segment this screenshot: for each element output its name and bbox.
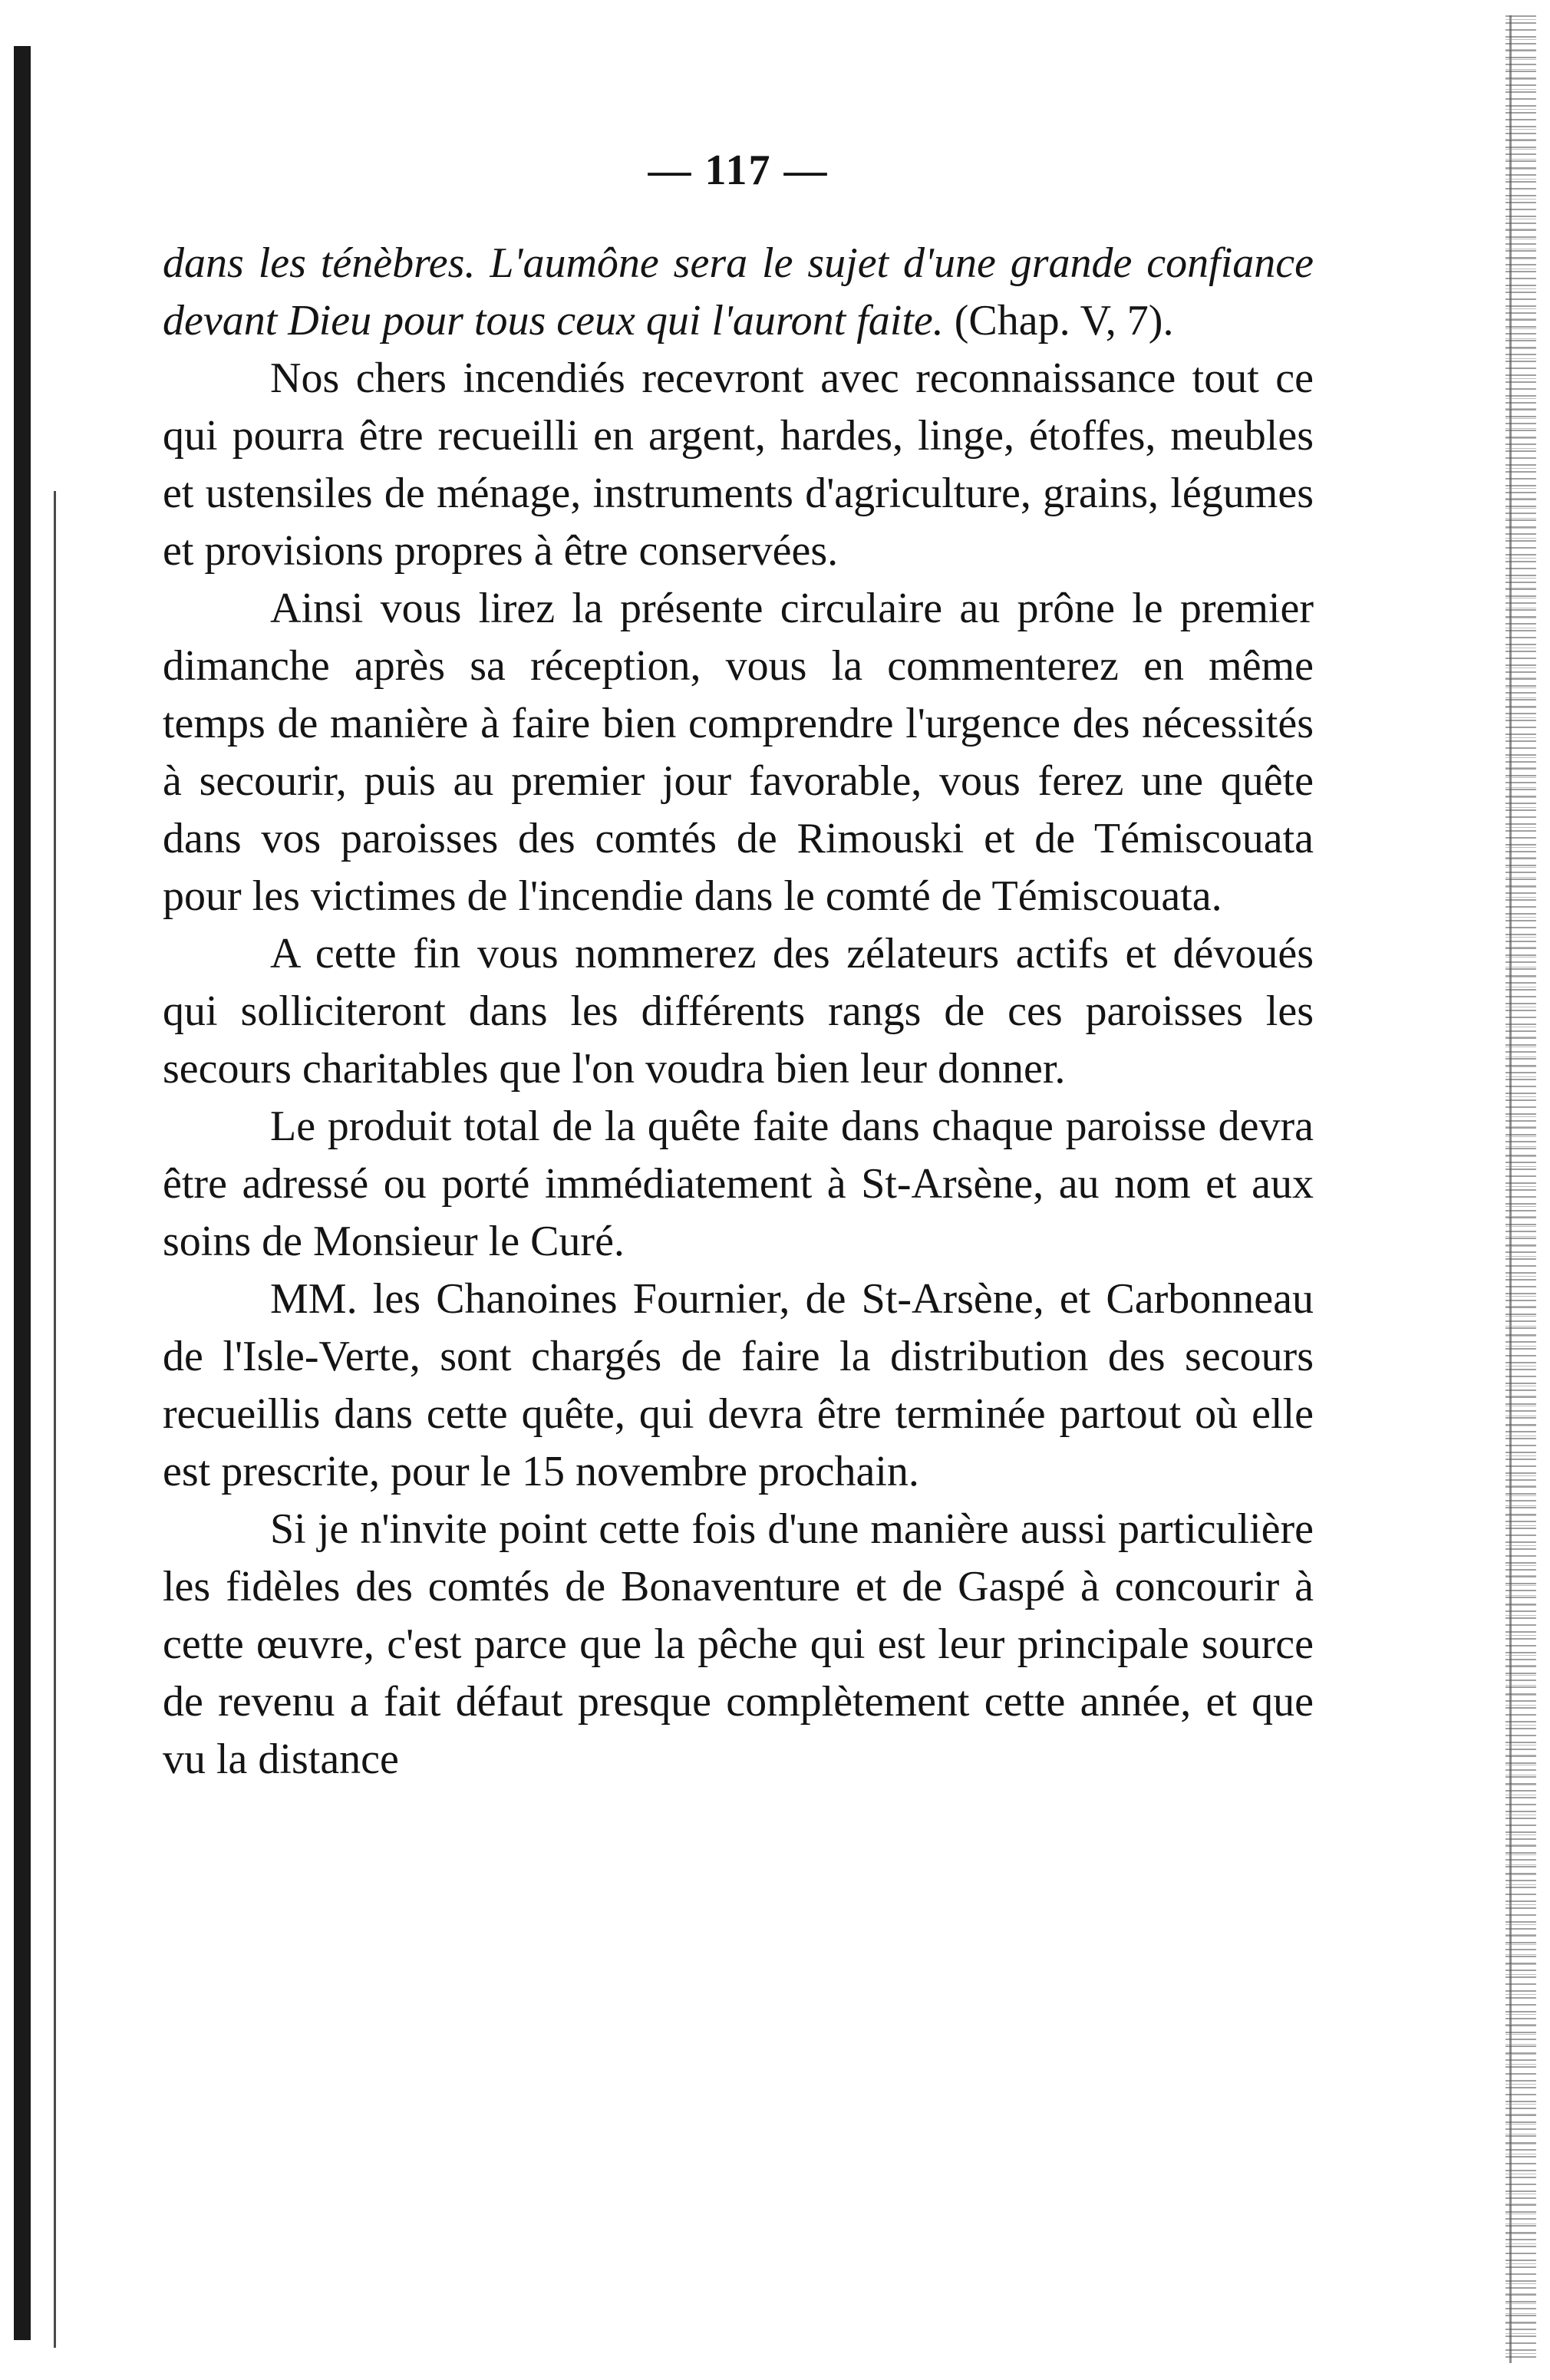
binding-edge [14,46,31,2340]
binding-margin-line [54,491,56,2348]
paragraph-chanoines: MM. les Chanoines Fournier, de St-Arsène, et Carbonneau de l'Isle-Verte, sont chargés de faire la distribution des secours recueillis dans cette quête, qui devra être terminée partout où elle est prescrite, pour le 15 novembre prochain. [163,1275,1314,1495]
book-page [163,146,1314,1788]
chapter-reference: (Chap. V, 7). [943,297,1174,344]
page-edge-shadow [1505,15,1536,2363]
paragraph-produit: Le produit total de la quête faite dans chaque paroisse devra être adressé ou porté immédiatement à St-Arsène, au nom et aux soins de Monsieur le Curé. [163,1103,1314,1265]
paragraph-continuation [163,235,1314,350]
paragraph-zelateurs: A cette fin vous nommerez des zélateurs actifs et dévoués qui solliciteront dans les différents rangs de ces paroisses les secours charitables que l'on voudra bien leur donner. [163,930,1314,1093]
paragraph-gaspe: Si je n'invite point cette fois d'une manière aussi particulière les fidèles des comtés de Bonaventure et de Gaspé à concourir à cette œuvre, c'est parce que la pêche qui est leur principale source de revenu a fait défaut presque complètement cette année, et que vu la distance [163,1505,1314,1783]
paragraph-circular: Ainsi vous lirez la présente circulaire au prône le premier dimanche après sa réception, vous la commenterez en même temps de manière à faire bien comprendre l'urgence des nécessités à secourir, puis au premier jour favorable, vous ferez une quête dans vos paroisses des comtés de Rimouski et de Témiscouata pour les victimes de l'incendie dans le comté de Témiscouata. [163,585,1314,920]
page-body [163,235,1314,1788]
paragraph-donations: Nos chers incendiés recevront avec reconnaissance tout ce qui pourra être recueilli en argent, hardes, linge, étoffes, meubles et ustensiles de ménage, instruments d'agriculture, grains, légumes et provisions propres à être conservées. [163,354,1314,575]
italic-quotation: dans les ténèbres. L'aumône sera le sujet d'une grande confiance devant Dieu pour tous ceux qui l'auront faite. [163,239,1314,344]
page-number: — 117 — [648,147,829,194]
